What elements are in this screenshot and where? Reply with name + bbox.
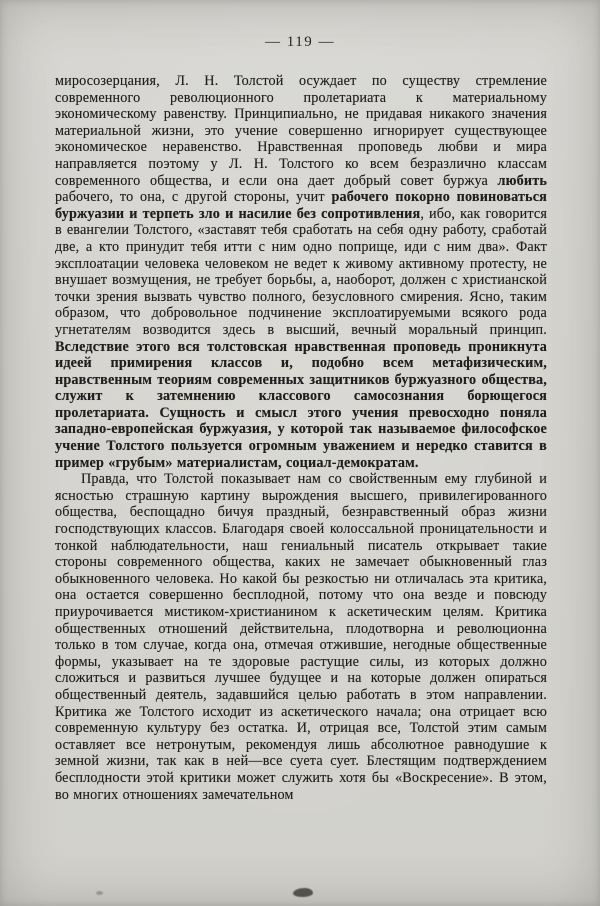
text-segment-emphasis: любить <box>497 172 547 189</box>
text-segment: Правда, что Толстой показывает нам со свойственным ему глубиной и ясностью страшную картину вырождения высшего, привилегированного общества, беспощадно бичуя праздный, безнравственный образ жизни господствующих классов. Благодаря своей колоссальной проницательности и тонкой наблюдательности, наш гениальный писатель открывает такие стороны современного общества, каких не замечает обыкновенный глаз обыкновенного человека. Но какой бы резкостью ни отличалась эта критика, она остается совершенно бесплодной, потому что она везде и повсюду приурочивается мистиком-христианином к аскетическим целям. Критика общественных отношений действительна, плодотворна и революционна только в том случае, когда она, отмечая отжившие, негодные общественные формы, указывает на те здоровые растущие силы, из которых должно сложиться и развиться лучшее будущее и на которые должен опираться общественный деятель, задавшийся целью работать в этом направлении. Критика же Толстого исходит из аскетического начала; она отрицает всю современную культуру без остатка. И, отрицая все, Толстой этим самым оставляет все нетронутым, рекомендуя лишь абсолютное равнодушие к земной жизни, так как в ней—все суета сует. Блестящим подтверждением бесплодности этой критики может служить хотя бы «Воскресение». В этом, во многих отношениях замечательном <box>55 471 547 803</box>
paragraph <box>55 471 547 803</box>
text-segment: , ибо, как говорится в евангелии Толстого, «заставят тебя сработать на себя одну работу, сработай две, а кто принудит тебя итти с ним одно поприще, иди с ним два». Факт эксплоатации человека человеком не ведет к живому активному протесту, не внушает возмущения, не требует борьбы, а, наоборот, должен с христианской точки зрения вызвать чувство полного, безусловного смирения. Ясно, таким образом, что добровольное подчинение эксплоатируемыми всякого рода угнетателям возводится здесь в высший, вечный моральный принцип. <box>55 205 547 338</box>
text-segment: миросозерцания, Л. Н. Толстой осуждает по существу стремление современного революционного пролетариата к материальному экономическому равенству. Принципиально, не придавая никакого значения материальной жизни, это учение совершенно игнорирует существующее экономическое неравенство. Нравственная проповедь любви и мира направляется поэтому у Л. Н. Толстого ко всем безразлично классам современного общества, и если она дает добрый совет буржуа <box>55 73 547 189</box>
page-body-text <box>55 73 547 803</box>
page-number: — 119 — <box>265 34 335 50</box>
ink-smudge <box>293 888 313 897</box>
text-segment: рабочего, то она, с другой стороны, учит <box>55 189 332 206</box>
text-segment-bold: рабочего покорно повиноваться буржуазии и терпеть зло и насилие без сопротивления <box>55 189 547 222</box>
text-segment-bold: Вследствие этого вся толстовская нравственная проповедь проникнута идеей примирения классов и, подобно всем метафизическим, нравственным теориям современных защитников буржуазного общества, служит к затемнению классового самосознания борющегося пролетариата. Сущность и смысл этого учения превосходно поняла западно-европейская буржуазия, у которой так называемое философское учение Толстого пользуется огромным уважением и нередко ставится в пример «грубым» материалистам, социал-демократам. <box>55 338 547 471</box>
ink-speck <box>96 891 103 895</box>
paragraph <box>55 73 547 471</box>
